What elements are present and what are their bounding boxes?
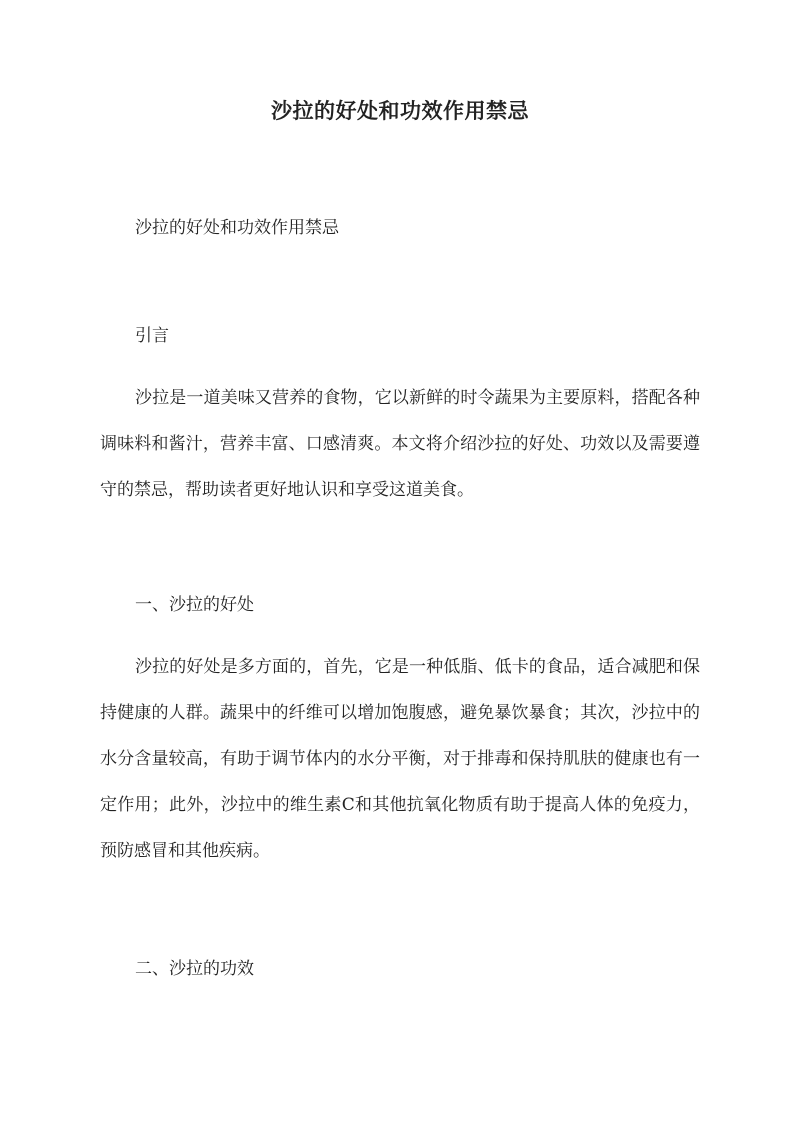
section-paragraph-benefits: 沙拉的好处是多方面的，首先，它是一种低脂、低卡的食品，适合减肥和保持健康的人群。蔬果中的纤维可以增加饱腹感，避免暴饮暴食；其次，沙拉中的水分含量较高，有助于调节体内的水分平衡，对于排毒和保持肌肤的健康也有一定作用；此外，沙拉中的维生素C和其他抗氧化物质有助于提高人体的免疫力，预防感冒和其他疾病。	[100, 657, 700, 861]
section-heading-benefits: 一、沙拉的好处	[135, 595, 254, 615]
document-title: 沙拉的好处和功效作用禁忌	[271, 98, 529, 123]
document-subtitle: 沙拉的好处和功效作用禁忌	[135, 218, 339, 238]
section-paragraph-intro: 沙拉是一道美味又营养的食物，它以新鲜的时令蔬果为主要原料，搭配各种调味料和酱汁，营养丰富、口感清爽。本文将介绍沙拉的好处、功效以及需要遵守的禁忌，帮助读者更好地认识和享受这道美食。	[100, 388, 700, 500]
section-heading-intro: 引言	[135, 326, 169, 346]
section-heading-effects: 二、沙拉的功效	[135, 959, 254, 979]
